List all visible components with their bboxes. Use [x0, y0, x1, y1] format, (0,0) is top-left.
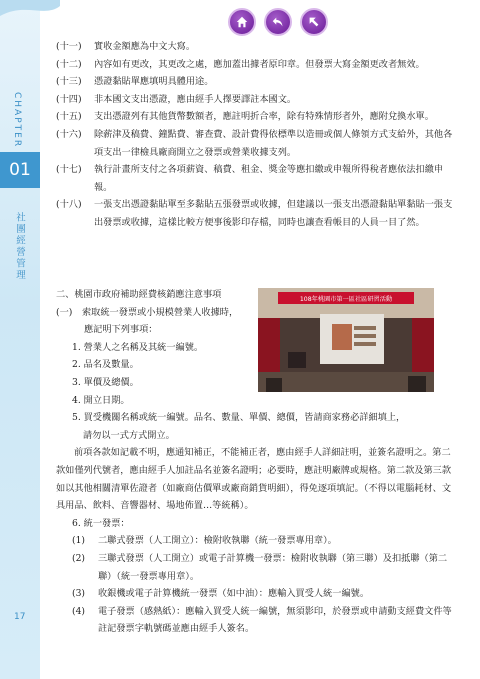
list-item [56, 56, 454, 74]
list-item [56, 603, 456, 638]
list-item-number: (2) [72, 552, 86, 564]
chapter-title: 社團經營管理 [14, 212, 25, 281]
invoice-list [56, 532, 456, 638]
chapter-number: 01 [0, 152, 40, 188]
list-item-text: 非本國文支出憑證，應由經手人擇要譯註本國文。 [94, 93, 297, 105]
list-item-text: 二聯式發票（人工開立）：檢附收執聯（統一發票專用章）。 [98, 535, 337, 547]
list-item-number: (十七) [56, 164, 82, 176]
paragraph: 前項各款如記載不明，應通知補正，不能補正者，應由經手人詳細註明，並簽名證明之。第二款如僅列代號者，應由經手人加註品名並簽名證明；必要時，應註明廠牌或規格。第二款及第三款如以其他相關清單佐證者（如廠商估價單或廠商銷貨明細），得免逐項填記。（不得以電腦耗材、文具用品、飲料、音響器材、場地佈置…等統稱）。 [56, 447, 452, 512]
list-item-number: (4) [72, 605, 86, 617]
chapter-label: CHAPTER [12, 92, 22, 149]
list-item-text: 支出憑證列有其他貨幣數額者，應註明折合率，除有特殊情形者外，應附兌換水單。 [94, 111, 434, 123]
list-item: 3. 單價及總價。 [72, 376, 139, 388]
list-item [56, 38, 454, 56]
list-item-number: (十二) [56, 58, 82, 70]
list-item-number: (十六) [56, 128, 82, 140]
list-item-number: (1) [72, 535, 86, 547]
banner-text: 108年桃園市第一區社區研習活動 [299, 296, 393, 303]
upper-list [56, 38, 454, 232]
list-item: 4. 開立日期。 [72, 394, 130, 406]
sub-heading-text: 索取統一發票或小規模營業人收據時， [82, 306, 239, 318]
list-item-number: (3) [72, 588, 86, 600]
list-item [56, 196, 454, 231]
return-icon[interactable] [264, 8, 292, 36]
list-item-text: 實收金額應為中文大寫。 [94, 41, 196, 52]
list-item-text: 一張支出憑證黏貼單至多黏貼五張發票或收據，但建議以一張支出憑證黏貼單黏貼一張支出發票或收據，這樣比較方便事後影印存檔，同時也讓查看帳目的人員一目了然。 [94, 199, 453, 228]
list-item [56, 585, 456, 603]
section-2 [56, 286, 456, 638]
list-item [56, 73, 454, 91]
sub-heading-number: (一) [56, 306, 73, 318]
page-number: 17 [14, 612, 26, 622]
list-item [56, 91, 454, 109]
nav-icon-bar [228, 8, 328, 36]
list-item-text: 憑證黏貼單應填明具體用途。 [94, 76, 214, 88]
list-item-number: (十三) [56, 76, 82, 88]
list-item-text: 內容如有更改，其更改之處，應加蓋出據者原印章。但發票大寫金額更改者無效。 [94, 58, 425, 70]
list-item-number: (十一) [56, 41, 82, 52]
sub-heading [56, 304, 254, 322]
list-item-text: 除薪津及稿費、鐘點費、審查費、設計費得依標準以造冊或個人條領方式支給外，其他各項支出一律檢具廠商開立之發票或營業收據支列。 [94, 128, 453, 158]
decorative-wave [0, 0, 60, 24]
list-item-text: 收銀機或電子計算機統一發票（如中油）：應輸入買受人統一編號。 [98, 588, 370, 600]
list-item-text: 執行計畫所支付之各項薪資、稿費、租金、獎金等應扣繳或申報所得稅者應依法扣繳申報。 [94, 164, 444, 193]
home-icon[interactable] [228, 8, 256, 36]
list-item: 5. 買受機關名稱或統一編號。品名、數量、單價、總價，皆請商家務必詳細填上， [72, 412, 406, 424]
list-item [56, 126, 454, 161]
section-heading: 二、桃園市政府補助經費核銷應注意事項 [56, 289, 222, 300]
chapter-sidebar [0, 0, 40, 679]
list-item-number: (十五) [56, 111, 82, 123]
list-item-number: (十四) [56, 93, 82, 105]
list-item: 2. 品名及數量。 [72, 359, 139, 371]
list-item [56, 161, 454, 196]
list-item-number: (十八) [56, 199, 82, 211]
list-item [56, 108, 454, 126]
list-item-continued: 請勿以一式方式開立。 [83, 429, 175, 441]
list-item [56, 532, 456, 550]
up-left-arrow-icon[interactable] [300, 8, 328, 36]
list-item [56, 550, 456, 585]
list-item-text: 電子發票（感熱紙）：應輸入買受人統一編號，無須影印，於發票或申請動支經費文件等註記發票字軌號碼並應由經手人簽名。 [98, 605, 452, 635]
sub-heading-continued: 應記明下列事項： [84, 324, 158, 336]
list-item-text: 三聯式發票（人工開立）或電子計算機一發票：檢附收執聯（第三聯）及扣抵聯（第二聯）（統一發票專用章）。 [98, 552, 448, 582]
list-item: 1. 營業人之名稱及其統一編號。 [72, 341, 204, 353]
list-item: 6. 統一發票： [72, 517, 130, 529]
